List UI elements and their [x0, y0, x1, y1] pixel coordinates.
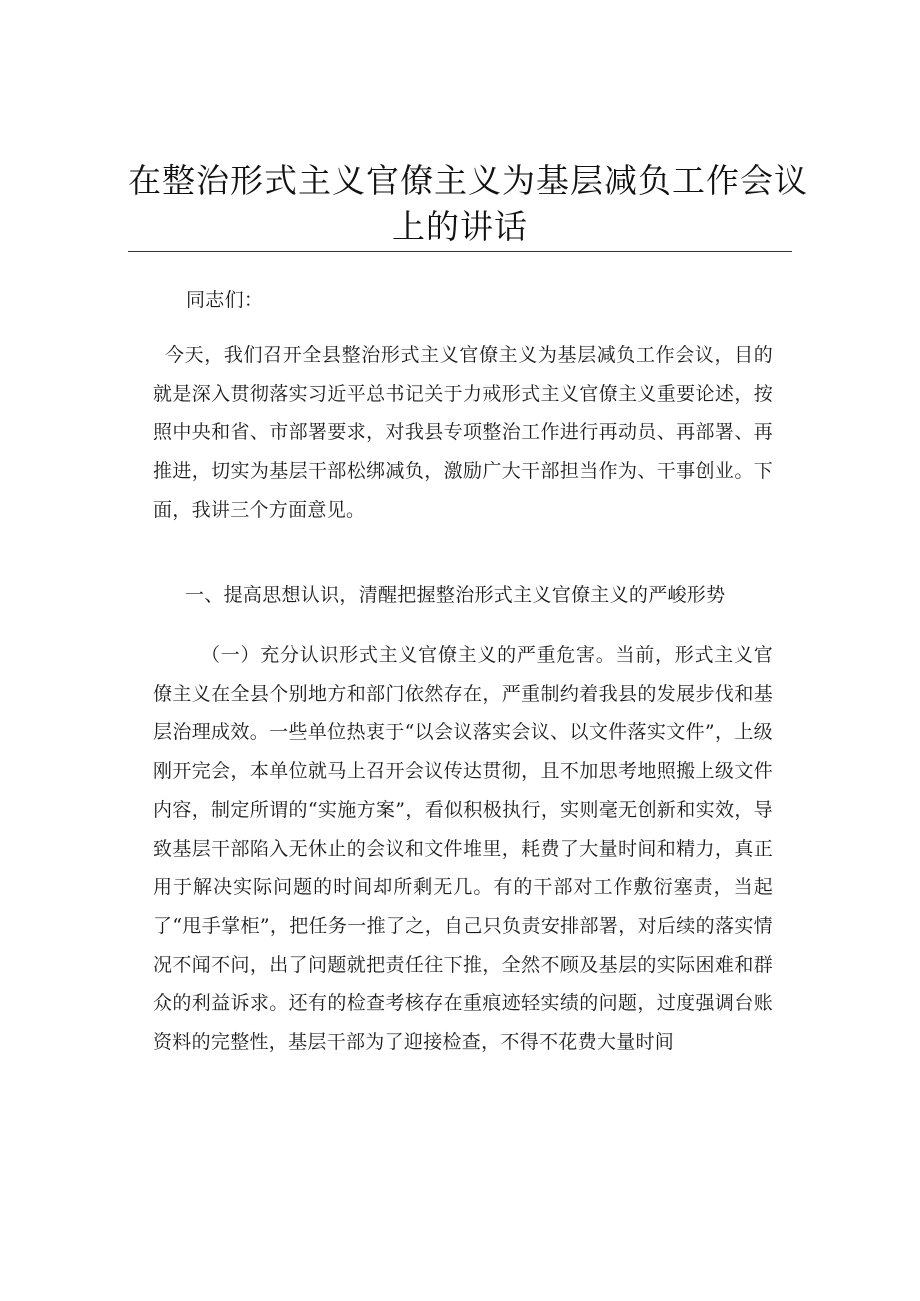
title-line-2: 上的讲话	[392, 207, 528, 246]
greeting: 同志们：	[186, 289, 264, 311]
document-title	[128, 158, 808, 250]
paragraph-opening: 今天，我们召开全县整治形式主义官僚主义为基层减负工作会议，目的就是深入贯彻落实习近平总书记关于力戒形式主义官僚主义重要论述，按照中央和省、市部署要求，对我县专项整治工作进行再动员、再部署、再推进，切实为基层干部松绑减负，激励广大干部担当作为、干事创业。下面，我讲三个方面意见。	[153, 344, 773, 521]
title-underline-divider	[128, 251, 792, 252]
section-heading-1: 一、提高思想认识，清醒把握整治形式主义官僚主义的严峻形势	[185, 584, 726, 606]
title-line-1: 在整治形式主义官僚主义为基层减负工作会议	[128, 161, 808, 200]
paragraph-section-1-1: （一）充分认识形式主义官僚主义的严重危害。当前，形式主义官僚主义在全县个别地方和部门依然存在，严重制约着我县的发展步伐和基层治理成效。一些单位热衷于“以会议落实会议、以文件落实文件”，上级刚开完会，本单位就马上召开会议传达贯彻，且不加思考地照搬上级文件内容，制定所谓的“实施方案”，看似积极执行，实则毫无创新和实效，导致基层干部陷入无休止的会议和文件堆里，耗费了大量时间和精力，真正用于解决实际问题的时间却所剩无几。有的干部对工作敷衍塞责，当起了“甩手掌柜”，把任务一推了之，自己只负责安排部署，对后续的落实情况不闻不问，出了问题就把责任往下推，全然不顾及基层的实际困难和群众的利益诉求。还有的检查考核存在重痕迹轻实绩的问题，过度强调台账资料的完整性，基层干部为了迎接检查，不得不花费大量时间	[153, 644, 773, 1054]
